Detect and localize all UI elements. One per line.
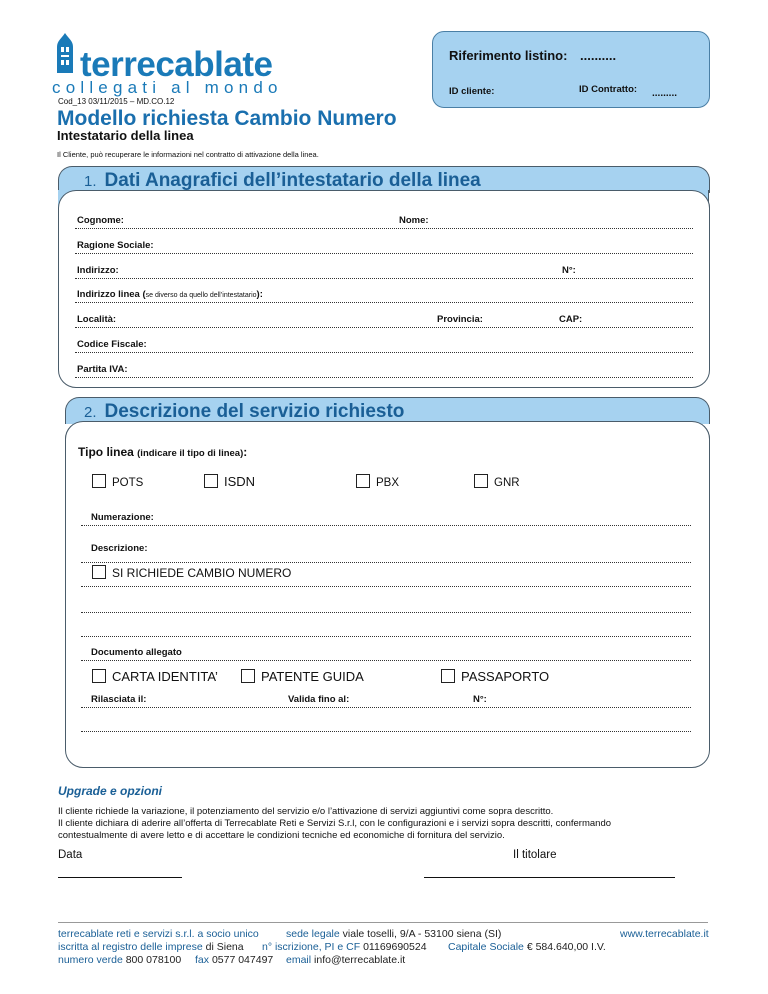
indirizzo-linea-label: Indirizzo linea (se diverso da quello dell’intestatario): — [77, 289, 263, 300]
id-contratto-value[interactable]: ......... — [652, 88, 678, 99]
pbx-label: PBX — [376, 477, 400, 489]
section-1-number: 1. — [84, 173, 97, 190]
indirizzo-label: Indirizzo: — [77, 265, 119, 276]
upgrade-title: Upgrade e opzioni — [58, 784, 163, 798]
row-rilascio[interactable] — [81, 691, 691, 708]
brand-name: terrecablate — [80, 45, 273, 84]
footer-numero-verde: numero verde 800 078100 — [58, 954, 182, 966]
cap-label: CAP: — [559, 314, 583, 325]
carta-identita-label: CARTA IDENTITA’ — [112, 669, 218, 684]
checkbox-pots[interactable] — [92, 474, 143, 489]
codice-fiscale-label: Codice Fiscale: — [77, 339, 147, 350]
section-2-title-text: Descrizione del servizio richiesto — [104, 401, 405, 422]
row-documento — [81, 644, 691, 661]
row-ragione-sociale[interactable] — [75, 237, 693, 254]
footer-divider — [58, 922, 708, 923]
tipo-linea-label: Tipo linea (indicare il tipo di linea): — [78, 445, 248, 459]
checkbox-gnr[interactable] — [474, 474, 520, 489]
row-numerazione[interactable] — [81, 509, 691, 526]
row-indirizzo[interactable] — [75, 262, 693, 279]
checkbox-icon[interactable] — [474, 474, 488, 488]
partita-iva-label: Partita IVA: — [77, 364, 128, 375]
numero-documento-label: N°: — [473, 694, 487, 705]
passaporto-label: PASSAPORTO — [461, 669, 550, 684]
upgrade-line-3: contestualmente di avere letto e di accettare le condizioni tecniche ed economiche di fornitura del servizio. — [58, 830, 505, 841]
row-cognome-nome[interactable] — [75, 212, 693, 229]
footer-registro: iscritta al registro delle imprese di Siena — [58, 941, 244, 953]
row-rilascio-2[interactable] — [81, 715, 691, 732]
checkbox-patente[interactable] — [241, 669, 364, 684]
data-label: Data — [58, 849, 83, 861]
brand-tagline: collegati al mondo — [52, 78, 283, 97]
footer-company: terrecablate reti e servizi s.r.l. a socio unico — [58, 928, 259, 940]
numerazione-label: Numerazione: — [91, 512, 154, 523]
footer-iscrizione: n° iscrizione, PI e CF 01169690524 — [262, 941, 427, 953]
footer-capitale: Capitale Sociale € 584.640,00 I.V. — [448, 941, 606, 953]
section-servizio-title — [84, 401, 404, 423]
page-subtitle: Intestatario della linea — [57, 128, 194, 143]
reference-box — [432, 31, 710, 108]
descrizione-label: Descrizione: — [91, 543, 148, 554]
row-descrizione[interactable] — [81, 540, 691, 563]
isdn-label: ISDN — [224, 474, 256, 489]
section-anagrafica-title — [84, 170, 481, 192]
checkbox-icon[interactable] — [356, 474, 370, 488]
rilasciata-label: Rilasciata il: — [91, 694, 147, 705]
footer-sede: sede legale viale toselli, 9/A - 53100 siena (SI) — [286, 928, 502, 940]
checkbox-isdn[interactable] — [204, 474, 255, 489]
section-2-number: 2. — [84, 404, 97, 421]
numero-civico-label: N°: — [562, 265, 576, 276]
titolare-signature-line[interactable] — [424, 877, 675, 878]
checkbox-icon[interactable] — [241, 669, 255, 683]
checkbox-icon[interactable] — [204, 474, 218, 488]
nome-label: Nome: — [399, 215, 429, 226]
provincia-label: Provincia: — [437, 314, 483, 325]
checkbox-carta-identita[interactable] — [92, 669, 218, 684]
ragione-sociale-label: Ragione Sociale: — [77, 240, 154, 251]
row-descrizione-3[interactable] — [81, 596, 691, 613]
row-descrizione-4[interactable] — [81, 620, 691, 637]
footer-email[interactable]: email info@terrecablate.it — [286, 954, 406, 966]
upgrade-line-2: Il cliente dichiara di aderire all’offerta di Terrecablate Reti e Servizi S.r.l, con le configurazioni e i servizi sopra descritti, confermando — [58, 818, 612, 829]
row-localita[interactable] — [75, 311, 693, 328]
data-signature-line[interactable] — [58, 877, 182, 878]
checkbox-icon[interactable] — [92, 474, 106, 488]
checkbox-icon[interactable] — [92, 669, 106, 683]
documento-allegato-label: Documento allegato — [91, 647, 182, 658]
section-1-title-text: Dati Anagrafici dell’intestatario della linea — [104, 170, 481, 191]
patente-label: PATENTE GUIDA — [261, 669, 364, 684]
cognome-label: Cognome: — [77, 215, 124, 226]
row-indirizzo-linea[interactable] — [75, 286, 693, 303]
checkbox-passaporto[interactable] — [441, 669, 549, 684]
page-note: Il Cliente, può recuperare le informazioni nel contratto di attivazione della linea. — [57, 150, 319, 159]
checkbox-pbx[interactable] — [356, 474, 399, 489]
tower-logo-icon — [52, 33, 78, 73]
footer-fax: fax 0577 047497 — [195, 954, 274, 966]
listino-label: Riferimento listino: — [449, 48, 568, 63]
id-cliente-label: ID cliente: — [449, 86, 495, 97]
listino-value[interactable]: .......... — [580, 48, 617, 63]
checkbox-icon[interactable] — [441, 669, 455, 683]
valida-label: Valida fino al: — [288, 694, 350, 705]
footer-website[interactable]: www.terrecablate.it — [620, 928, 709, 940]
cambio-numero-label: SI RICHIEDE CAMBIO NUMERO — [112, 566, 292, 580]
page-title: Modello richiesta Cambio Numero — [57, 107, 397, 130]
gnr-label: GNR — [494, 477, 520, 489]
row-partita-iva[interactable] — [75, 361, 693, 378]
upgrade-line-1: Il cliente richiede la variazione, il potenziamento del servizio e/o l’attivazione di servizi aggiuntivi come sopra descritto. — [58, 806, 554, 817]
titolare-label: Il titolare — [513, 849, 557, 861]
logo — [52, 33, 78, 73]
doc-code: Cod_13 03/11/2015 – MD.CO.12 — [58, 97, 175, 106]
pots-label: POTS — [112, 477, 144, 489]
localita-label: Località: — [77, 314, 117, 325]
row-descrizione-2[interactable] — [81, 570, 691, 587]
id-contratto-label: ID Contratto: — [579, 84, 638, 95]
row-codice-fiscale[interactable] — [75, 336, 693, 353]
